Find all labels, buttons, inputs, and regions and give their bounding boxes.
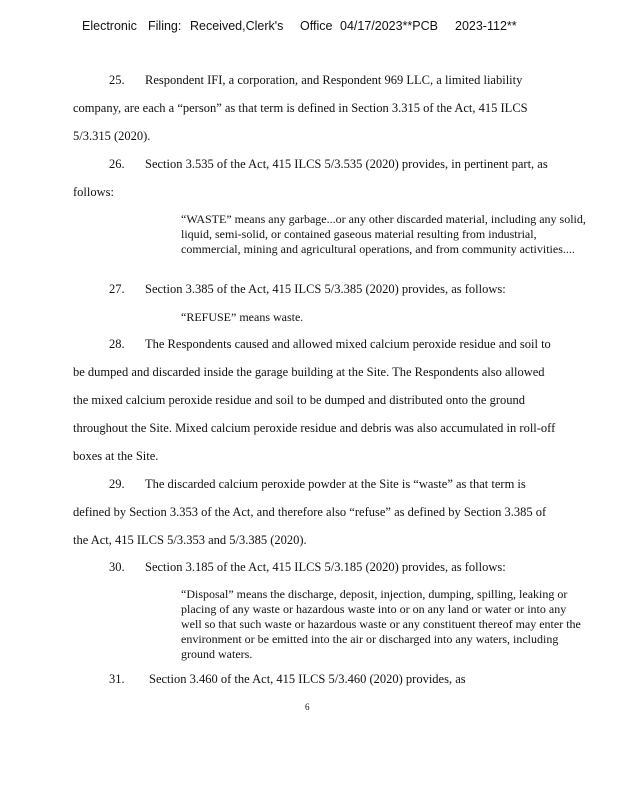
header-filing: Filing: [148,19,182,33]
paragraph-line: the mixed calcium peroxide residue and soil to be dumped and distributed onto the ground [73,393,525,407]
header-electronic: Electronic [82,19,137,33]
page-number: 6 [305,702,310,712]
paragraph-line: be dumped and discarded inside the garage building at the Site. The Respondents also allowed [73,365,545,379]
paragraph-number: 25. [109,73,125,87]
paragraph-line: throughout the Site. Mixed calcium peroxide residue and debris was also accumulated in roll-off [73,421,556,435]
block-quote: “WASTE” means any garbage...or any other discarded material, including any solid, liquid, semi-solid, or contained gaseous material resulting from industrial, commercial, mining and agricultural operations, and from community activities.... [181,212,586,256]
header-received: Received,Clerk's [190,19,284,33]
paragraph-line: follows: [73,185,114,199]
paragraph-number: 26. [109,157,125,171]
paragraph-line: 5/3.315 (2020). [73,129,151,143]
header-date: 04/17/2023**PCB [340,19,438,33]
paragraph-line: Respondent IFI, a corporation, and Respondent 969 LLC, a limited liability [145,73,523,87]
block-quote: “Disposal” means the discharge, deposit, injection, dumping, spilling, leaking or placing of any waste or hazardous waste into or on any land or water or into any well so that such waste or hazardous waste or any constituent thereof may enter the environment or be emitted into the air or discharged into any waters, including ground waters. [181,587,581,661]
paragraph-line: Section 3.535 of the Act, 415 ILCS 5/3.535 (2020) provides, in pertinent part, as [145,157,548,171]
paragraph-line: company, are each a “person” as that term is defined in Section 3.315 of the Act, 415 ILCS [73,101,528,115]
paragraph-line: defined by Section 3.353 of the Act, and therefore also “refuse” as defined by Section 3.385 of [73,505,547,519]
paragraph-number: 29. [109,477,125,491]
paragraph-line: the Act, 415 ILCS 5/3.353 and 5/3.385 (2020). [73,533,307,547]
paragraph-number: 31. [109,672,125,686]
paragraph-number: 27. [109,282,125,296]
paragraph-line: The Respondents caused and allowed mixed calcium peroxide residue and soil to [145,337,551,351]
paragraph-line: boxes at the Site. [73,449,159,463]
paragraph-number: 28. [109,337,125,351]
paragraph-line: Section 3.185 of the Act, 415 ILCS 5/3.185 (2020) provides, as follows: [145,560,506,574]
paragraph-line: Section 3.385 of the Act, 415 ILCS 5/3.385 (2020) provides, as follows: [145,282,506,296]
header-case: 2023-112** [455,19,517,33]
header-office: Office [300,19,333,33]
paragraph-number: 30. [109,560,125,574]
paragraph-line: Section 3.460 of the Act, 415 ILCS 5/3.460 (2020) provides, as [149,672,466,686]
block-quote: “REFUSE” means waste. [181,310,304,324]
paragraph-line: The discarded calcium peroxide powder at the Site is “waste” as that term is [145,477,526,491]
